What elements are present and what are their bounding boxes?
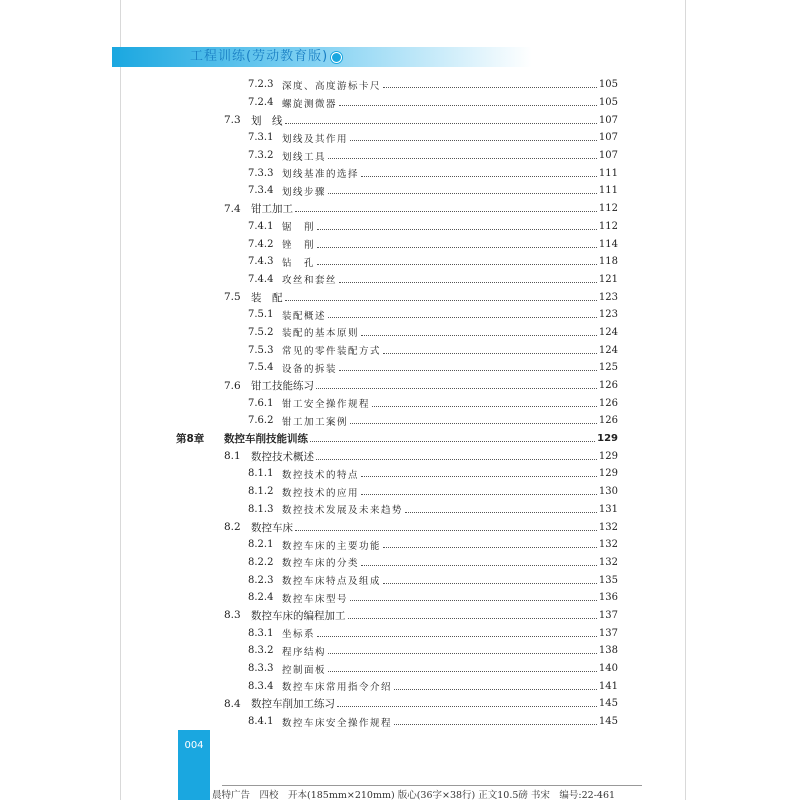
toc-subsection bbox=[176, 359, 618, 377]
toc-number: 7.4.3 bbox=[248, 256, 274, 268]
toc-title: 划线及其作用 bbox=[282, 133, 349, 145]
toc-title: 数控技术概述 bbox=[251, 450, 314, 463]
toc-leader bbox=[317, 636, 597, 637]
toc-subsection bbox=[176, 253, 618, 271]
toc-leader bbox=[316, 388, 597, 389]
toc-page: 107 bbox=[598, 132, 618, 144]
toc-leader bbox=[328, 193, 597, 194]
toc-page: 124 bbox=[598, 326, 618, 338]
toc-number: 8.2.1 bbox=[248, 539, 274, 551]
toc-leader bbox=[310, 441, 595, 442]
toc-leader bbox=[285, 300, 597, 301]
toc-title: 钳工加工案例 bbox=[282, 416, 349, 428]
toc-number: 7.6.2 bbox=[248, 415, 274, 427]
toc-page: 105 bbox=[598, 97, 618, 109]
toc-subsection bbox=[176, 483, 618, 501]
toc-number: 7.3 bbox=[224, 114, 241, 127]
toc-subsection bbox=[176, 76, 618, 94]
toc-title: 控制面板 bbox=[282, 664, 327, 676]
toc-page: 145 bbox=[598, 716, 618, 728]
toc-leader bbox=[394, 689, 597, 690]
toc-page: 114 bbox=[598, 238, 618, 250]
book-title: 工程训练(劳动教育版) bbox=[190, 49, 329, 64]
toc-number: 7.4 bbox=[224, 202, 241, 215]
toc-page: 145 bbox=[598, 698, 618, 710]
toc-subsection bbox=[176, 341, 618, 359]
toc-page: 123 bbox=[598, 291, 618, 303]
toc-leader bbox=[361, 476, 597, 477]
toc-subsection bbox=[176, 147, 618, 165]
toc-leader bbox=[350, 140, 597, 141]
toc-title: 坐标系 bbox=[282, 629, 316, 641]
toc-number: 8.4.1 bbox=[248, 716, 274, 728]
toc-title: 数控车床特点及组成 bbox=[282, 576, 382, 588]
toc-title: 数控车床 bbox=[251, 521, 293, 534]
toc-subsection bbox=[176, 94, 618, 112]
toc-subsection bbox=[176, 677, 618, 695]
toc-title: 程序结构 bbox=[282, 646, 327, 658]
toc-subsection bbox=[176, 624, 618, 642]
toc-number: 7.3.1 bbox=[248, 132, 274, 144]
toc-leader bbox=[328, 671, 597, 672]
toc-page: 136 bbox=[598, 592, 618, 604]
toc-title: 锯 削 bbox=[282, 222, 316, 234]
toc-number: 7.4.4 bbox=[248, 273, 274, 285]
toc-leader bbox=[394, 724, 597, 725]
toc-leader bbox=[383, 583, 597, 584]
toc-page: 137 bbox=[598, 627, 618, 639]
toc-subsection bbox=[176, 501, 618, 519]
toc-title: 常见的零件装配方式 bbox=[282, 346, 382, 358]
toc-page: 132 bbox=[598, 521, 618, 533]
toc-leader bbox=[316, 459, 597, 460]
toc-number: 8.3.2 bbox=[248, 645, 274, 657]
toc-page: 107 bbox=[598, 150, 618, 162]
toc-title: 装配的基本原则 bbox=[282, 328, 360, 340]
toc-page: 131 bbox=[598, 503, 618, 515]
toc-title: 锉 削 bbox=[282, 240, 316, 252]
toc-leader bbox=[383, 547, 597, 548]
toc-section bbox=[176, 200, 618, 218]
page-number: 004 bbox=[184, 740, 204, 751]
toc-leader bbox=[350, 423, 597, 424]
toc-number: 8.2 bbox=[224, 521, 241, 534]
toc-leader bbox=[405, 512, 597, 513]
toc-number: 7.2.4 bbox=[248, 97, 274, 109]
toc-title: 数控车削加工练习 bbox=[251, 698, 335, 711]
toc-title: 划 线 bbox=[251, 114, 283, 127]
toc-page: 141 bbox=[598, 680, 618, 692]
toc-title: 钳工技能练习 bbox=[251, 380, 314, 393]
toc-subsection bbox=[176, 271, 618, 289]
toc-leader bbox=[372, 406, 597, 407]
toc-page: 132 bbox=[598, 556, 618, 568]
toc-section bbox=[176, 518, 618, 536]
toc-leader bbox=[295, 530, 597, 531]
toc-leader bbox=[361, 494, 597, 495]
toc-page: 125 bbox=[598, 362, 618, 374]
toc-leader bbox=[361, 335, 597, 336]
toc-title: 钻 孔 bbox=[282, 257, 316, 269]
toc-title: 设备的拆装 bbox=[282, 363, 338, 375]
toc-page: 140 bbox=[598, 663, 618, 675]
toc-page: 105 bbox=[598, 79, 618, 91]
toc-subsection bbox=[176, 235, 618, 253]
toc-section bbox=[176, 288, 618, 306]
toc-leader bbox=[317, 247, 597, 248]
toc-number: 7.6.1 bbox=[248, 397, 274, 409]
toc-title: 数控技术发展及未来趋势 bbox=[282, 505, 404, 517]
toc-subsection bbox=[176, 324, 618, 342]
toc-page: 132 bbox=[598, 539, 618, 551]
toc-subsection bbox=[176, 164, 618, 182]
toc-leader bbox=[328, 653, 597, 654]
toc-page: 123 bbox=[598, 309, 618, 321]
toc-title: 数控车床常用指令介绍 bbox=[282, 682, 393, 694]
toc-title: 钳工安全操作规程 bbox=[282, 399, 371, 411]
toc-page: 135 bbox=[598, 574, 618, 586]
toc-section bbox=[176, 111, 618, 129]
toc-leader bbox=[317, 229, 597, 230]
toc-page: 112 bbox=[598, 203, 618, 215]
toc-title: 装配概述 bbox=[282, 310, 327, 322]
toc-leader bbox=[337, 706, 597, 707]
toc-page: 107 bbox=[598, 114, 618, 126]
toc-title: 数控车床的主要功能 bbox=[282, 540, 382, 552]
toc-title: 装 配 bbox=[251, 291, 283, 304]
toc-number: 8.4 bbox=[224, 697, 241, 710]
toc-leader bbox=[339, 282, 597, 283]
toc-title: 划线步骤 bbox=[282, 186, 327, 198]
toc-chapter bbox=[176, 430, 618, 448]
toc-number: 8.3.4 bbox=[248, 680, 274, 692]
toc-number: 7.3.2 bbox=[248, 150, 274, 162]
toc-title: 划线工具 bbox=[282, 151, 327, 163]
toc-number: 8.3.3 bbox=[248, 663, 274, 675]
toc-page: 126 bbox=[598, 415, 618, 427]
toc-leader bbox=[361, 565, 597, 566]
toc-page: 121 bbox=[598, 273, 618, 285]
toc-title: 数控车削技能训练 bbox=[224, 433, 308, 446]
footer-divider bbox=[222, 785, 642, 786]
toc-title: 深度、高度游标卡尺 bbox=[282, 80, 382, 92]
toc-number: 7.6 bbox=[224, 379, 241, 392]
toc-number: 7.4.1 bbox=[248, 220, 274, 232]
toc-title: 数控车床的编程加工 bbox=[251, 609, 346, 622]
table-of-contents bbox=[176, 76, 618, 730]
toc-subsection bbox=[176, 394, 618, 412]
toc-leader bbox=[317, 264, 597, 265]
toc-number: 7.5.3 bbox=[248, 344, 274, 356]
toc-subsection bbox=[176, 571, 618, 589]
toc-title: 螺旋测微器 bbox=[282, 98, 338, 110]
toc-leader bbox=[383, 353, 597, 354]
toc-leader bbox=[285, 123, 597, 124]
toc-page: 129 bbox=[597, 433, 618, 445]
toc-leader bbox=[383, 87, 597, 88]
toc-section bbox=[176, 447, 618, 465]
toc-subsection bbox=[176, 536, 618, 554]
toc-title: 数控车床的分类 bbox=[282, 558, 360, 570]
toc-title: 钳工加工 bbox=[251, 203, 293, 216]
toc-title: 划线基准的选择 bbox=[282, 169, 360, 181]
toc-subsection bbox=[176, 129, 618, 147]
toc-leader bbox=[350, 600, 597, 601]
toc-number: 8.2.4 bbox=[248, 592, 274, 604]
toc-leader bbox=[348, 618, 597, 619]
toc-number: 7.4.2 bbox=[248, 238, 274, 250]
toc-number: 7.5 bbox=[224, 291, 241, 304]
toc-page: 129 bbox=[598, 468, 618, 480]
toc-number: 7.3.3 bbox=[248, 167, 274, 179]
toc-title: 攻丝和套丝 bbox=[282, 275, 338, 287]
toc-title: 数控车床型号 bbox=[282, 593, 349, 605]
toc-page: 137 bbox=[598, 609, 618, 621]
toc-leader bbox=[361, 176, 597, 177]
toc-page: 111 bbox=[598, 167, 618, 179]
toc-number: 7.3.4 bbox=[248, 185, 274, 197]
toc-subsection bbox=[176, 465, 618, 483]
toc-number: 8.1.2 bbox=[248, 486, 274, 498]
toc-section bbox=[176, 695, 618, 713]
toc-number: 8.2.3 bbox=[248, 574, 274, 586]
print-note: 晨特广告 四校 开本(185mm×210mm) 版心(36字×38行) 正文10.5磅 书宋 编号:22-461 bbox=[212, 790, 616, 801]
toc-page: 124 bbox=[598, 344, 618, 356]
toc-number: 7.5.2 bbox=[248, 326, 274, 338]
toc-number: 7.2.3 bbox=[248, 79, 274, 91]
toc-leader bbox=[295, 211, 597, 212]
toc-page: 138 bbox=[598, 645, 618, 657]
toc-title: 数控技术的特点 bbox=[282, 469, 360, 481]
toc-number: 8.2.2 bbox=[248, 556, 274, 568]
toc-page: 112 bbox=[598, 220, 618, 232]
header-ring-icon bbox=[331, 52, 342, 63]
toc-number: 第8章 bbox=[176, 433, 205, 446]
toc-subsection bbox=[176, 412, 618, 430]
toc-subsection bbox=[176, 182, 618, 200]
toc-number: 7.5.1 bbox=[248, 309, 274, 321]
toc-leader bbox=[328, 317, 597, 318]
toc-section bbox=[176, 377, 618, 395]
toc-page: 129 bbox=[598, 450, 618, 462]
toc-page: 126 bbox=[598, 380, 618, 392]
toc-leader bbox=[339, 105, 597, 106]
toc-number: 8.1.1 bbox=[248, 468, 274, 480]
toc-leader bbox=[339, 370, 597, 371]
toc-number: 8.1.3 bbox=[248, 503, 274, 515]
toc-page: 111 bbox=[598, 185, 618, 197]
toc-section bbox=[176, 607, 618, 625]
toc-number: 8.3 bbox=[224, 609, 241, 622]
toc-page: 118 bbox=[598, 256, 618, 268]
toc-leader bbox=[328, 158, 597, 159]
toc-number: 8.1 bbox=[224, 450, 241, 463]
toc-number: 7.5.4 bbox=[248, 362, 274, 374]
toc-number: 8.3.1 bbox=[248, 627, 274, 639]
toc-subsection bbox=[176, 660, 618, 678]
toc-page: 126 bbox=[598, 397, 618, 409]
toc-page: 130 bbox=[598, 486, 618, 498]
toc-subsection bbox=[176, 642, 618, 660]
toc-title: 数控技术的应用 bbox=[282, 487, 360, 499]
toc-subsection bbox=[176, 554, 618, 572]
toc-subsection bbox=[176, 713, 618, 731]
toc-subsection bbox=[176, 218, 618, 236]
toc-subsection bbox=[176, 589, 618, 607]
toc-title: 数控车床安全操作规程 bbox=[282, 717, 393, 729]
toc-subsection bbox=[176, 306, 618, 324]
